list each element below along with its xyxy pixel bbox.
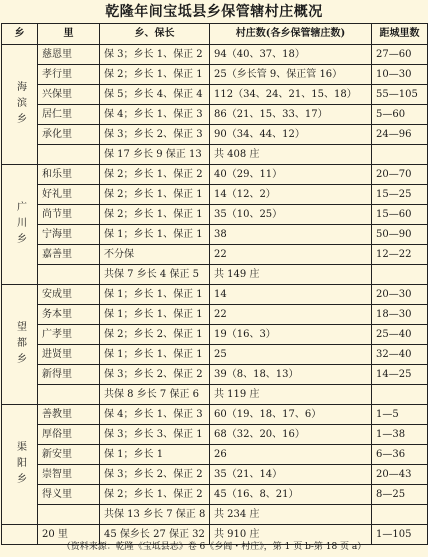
header-row <box>2 24 428 45</box>
xiang-cell: 渠阳乡 <box>2 405 38 525</box>
subtotal-heads-cell: 共保 13 乡长 7 保正 8 <box>100 505 210 525</box>
distance-cell: 32—40 <box>372 345 428 365</box>
subtotal-villages-cell: 共 119 庄 <box>210 385 372 405</box>
heads-cell: 保 2；乡长 1、保正 1 <box>100 205 210 225</box>
li-cell: 新得里 <box>38 365 100 385</box>
header-villages: 村庄数(各乡保管辖庄数) <box>210 24 372 45</box>
heads-cell: 保 3；乡长 2、保正 2 <box>100 365 210 385</box>
li-cell: 兴保里 <box>38 85 100 105</box>
villages-cell: 25 <box>210 345 372 365</box>
table-row <box>2 345 428 365</box>
table-row <box>2 445 428 465</box>
distance-cell: 27—60 <box>372 45 428 65</box>
heads-cell: 保 3；乡长 2、保正 3 <box>100 125 210 145</box>
table-row <box>2 185 428 205</box>
villages-cell: 35（10、25） <box>210 205 372 225</box>
li-cell <box>38 385 100 405</box>
heads-cell: 保 2；乡长 1、保正 1 <box>100 65 210 85</box>
heads-cell: 不分保 <box>100 245 210 265</box>
table-body <box>2 45 428 545</box>
distance-cell: 8—25 <box>372 485 428 505</box>
li-cell: 新安里 <box>38 445 100 465</box>
distance-cell <box>372 505 428 525</box>
table-row <box>2 165 428 185</box>
villages-cell: 86（21、15、33、17） <box>210 105 372 125</box>
table-row <box>2 205 428 225</box>
heads-cell: 保 5；乡长 4、保正 4 <box>100 85 210 105</box>
table-row <box>2 85 428 105</box>
distance-cell: 18—30 <box>372 305 428 325</box>
header-li: 里 <box>38 24 100 45</box>
villages-cell: 90（34、44、12） <box>210 125 372 145</box>
subtotal-row <box>2 265 428 285</box>
header-distance: 距城里数 <box>372 24 428 45</box>
xiang-cell: 海滨乡 <box>2 45 38 165</box>
heads-cell: 保 2；乡长 2、保正 1 <box>100 325 210 345</box>
header-heads: 乡、保长 <box>100 24 210 45</box>
table-row <box>2 305 428 325</box>
table-row <box>2 405 428 425</box>
villages-cell: 22 <box>210 305 372 325</box>
subtotal-row <box>2 385 428 405</box>
distance-cell <box>372 385 428 405</box>
li-cell <box>38 145 100 165</box>
distance-cell: 1—38 <box>372 425 428 445</box>
villages-cell: 35（21、14） <box>210 465 372 485</box>
subtotal-villages-cell: 共 234 庄 <box>210 505 372 525</box>
heads-cell: 保 1；乡长 1、保正 1 <box>100 345 210 365</box>
distance-cell: 15—60 <box>372 205 428 225</box>
li-cell: 崇智里 <box>38 465 100 485</box>
villages-cell: 40（29、11） <box>210 165 372 185</box>
table-title: 乾隆年间宝坻县乡保管辖村庄概况 <box>105 4 323 20</box>
distance-cell: 14—25 <box>372 365 428 385</box>
heads-cell: 保 3；乡长 2、保正 2 <box>100 465 210 485</box>
villages-cell: 112（34、24、21、15、18） <box>210 85 372 105</box>
villages-cell: 68（32、20、16） <box>210 425 372 445</box>
villages-cell: 45（16、8、21） <box>210 485 372 505</box>
xiang-cell: 广川乡 <box>2 165 38 285</box>
li-cell: 尚节里 <box>38 205 100 225</box>
distance-cell: 5—60 <box>372 105 428 125</box>
table-row <box>2 45 428 65</box>
table-row <box>2 465 428 485</box>
villages-cell: 14 <box>210 285 372 305</box>
li-cell: 好礼里 <box>38 185 100 205</box>
li-cell: 务本里 <box>38 305 100 325</box>
subtotal-villages-cell: 共 149 庄 <box>210 265 372 285</box>
heads-cell: 保 1；乡长 1 <box>100 445 210 465</box>
total-li-cell: 20 里 <box>38 525 100 545</box>
subtotal-heads-cell: 共保 8 乡长 7 保正 6 <box>100 385 210 405</box>
villages-cell: 38 <box>210 225 372 245</box>
distance-cell: 6—36 <box>372 445 428 465</box>
heads-cell: 保 1；乡长 1、保正 1 <box>100 285 210 305</box>
li-cell <box>38 265 100 285</box>
table-row <box>2 65 428 85</box>
subtotal-row <box>2 145 428 165</box>
heads-cell: 保 4；乡长 1、保正 3 <box>100 405 210 425</box>
villages-cell: 94（40、37、18） <box>210 45 372 65</box>
subtotal-heads-cell: 保 17 乡长 9 保正 13 <box>100 145 210 165</box>
subtotal-row <box>2 505 428 525</box>
distance-cell: 12—22 <box>372 245 428 265</box>
li-cell: 宁海里 <box>38 225 100 245</box>
header-xiang: 乡 <box>2 24 38 45</box>
heads-cell: 保 2；乡长 1、保正 2 <box>100 485 210 505</box>
table-row <box>2 225 428 245</box>
distance-cell: 50—90 <box>372 225 428 245</box>
li-cell: 安成里 <box>38 285 100 305</box>
total-villages-cell: 共 910 庄 <box>210 525 372 545</box>
table-row <box>2 125 428 145</box>
distance-cell: 25—40 <box>372 325 428 345</box>
village-table <box>1 23 428 545</box>
distance-cell: 20—30 <box>372 285 428 305</box>
table-row <box>2 485 428 505</box>
subtotal-villages-cell: 共 408 庄 <box>210 145 372 165</box>
li-cell <box>38 505 100 525</box>
distance-cell: 20—70 <box>372 165 428 185</box>
villages-cell: 39（8、18、13） <box>210 365 372 385</box>
heads-cell: 保 4；乡长 1、保正 3 <box>100 105 210 125</box>
table-row <box>2 105 428 125</box>
distance-cell: 20—43 <box>372 465 428 485</box>
distance-cell <box>372 145 428 165</box>
table-row <box>2 365 428 385</box>
li-cell: 善教里 <box>38 405 100 425</box>
total-heads-cell: 45 保乡长 27 保正 32 <box>100 525 210 545</box>
heads-cell: 保 1；乡长 1、保正 1 <box>100 225 210 245</box>
source-note: （资料来源：乾隆《宝坻县志》卷 6《乡闾・村庄》，第 1 页 b-第 18 页 a） <box>61 542 367 552</box>
subtotal-heads-cell: 共保 7 乡长 4 保正 5 <box>100 265 210 285</box>
villages-cell: 22 <box>210 245 372 265</box>
table-row <box>2 245 428 265</box>
li-cell: 和乐里 <box>38 165 100 185</box>
li-cell: 进贤里 <box>38 345 100 365</box>
distance-cell: 1—5 <box>372 405 428 425</box>
heads-cell: 保 3；乡长 3、保正 1 <box>100 425 210 445</box>
li-cell: 得义里 <box>38 485 100 505</box>
li-cell: 嘉善里 <box>38 245 100 265</box>
villages-cell: 60（19、18、17、6） <box>210 405 372 425</box>
heads-cell: 保 3；乡长 1、保正 2 <box>100 45 210 65</box>
table-row <box>2 425 428 445</box>
li-cell: 居仁里 <box>38 105 100 125</box>
distance-cell: 10—30 <box>372 65 428 85</box>
distance-cell <box>372 265 428 285</box>
li-cell: 承化里 <box>38 125 100 145</box>
table-row <box>2 285 428 305</box>
heads-cell: 保 2；乡长 1、保正 1 <box>100 185 210 205</box>
li-cell: 慈恩里 <box>38 45 100 65</box>
distance-cell: 55—105 <box>372 85 428 105</box>
total-distance-cell: 1—105 <box>372 525 428 545</box>
distance-cell: 15—25 <box>372 185 428 205</box>
li-cell: 广孝里 <box>38 325 100 345</box>
heads-cell: 保 2；乡长 1、保正 2 <box>100 165 210 185</box>
villages-cell: 14（12、2） <box>210 185 372 205</box>
heads-cell: 保 1；乡长 1、保正 1 <box>100 305 210 325</box>
distance-cell: 24—96 <box>372 125 428 145</box>
villages-cell: 19（16、3） <box>210 325 372 345</box>
villages-cell: 26 <box>210 445 372 465</box>
li-cell: 厚俗里 <box>38 425 100 445</box>
table-row <box>2 325 428 345</box>
villages-cell: 25（乡长管 9、保正管 16） <box>210 65 372 85</box>
li-cell: 孝行里 <box>38 65 100 85</box>
xiang-cell: 望都乡 <box>2 285 38 405</box>
